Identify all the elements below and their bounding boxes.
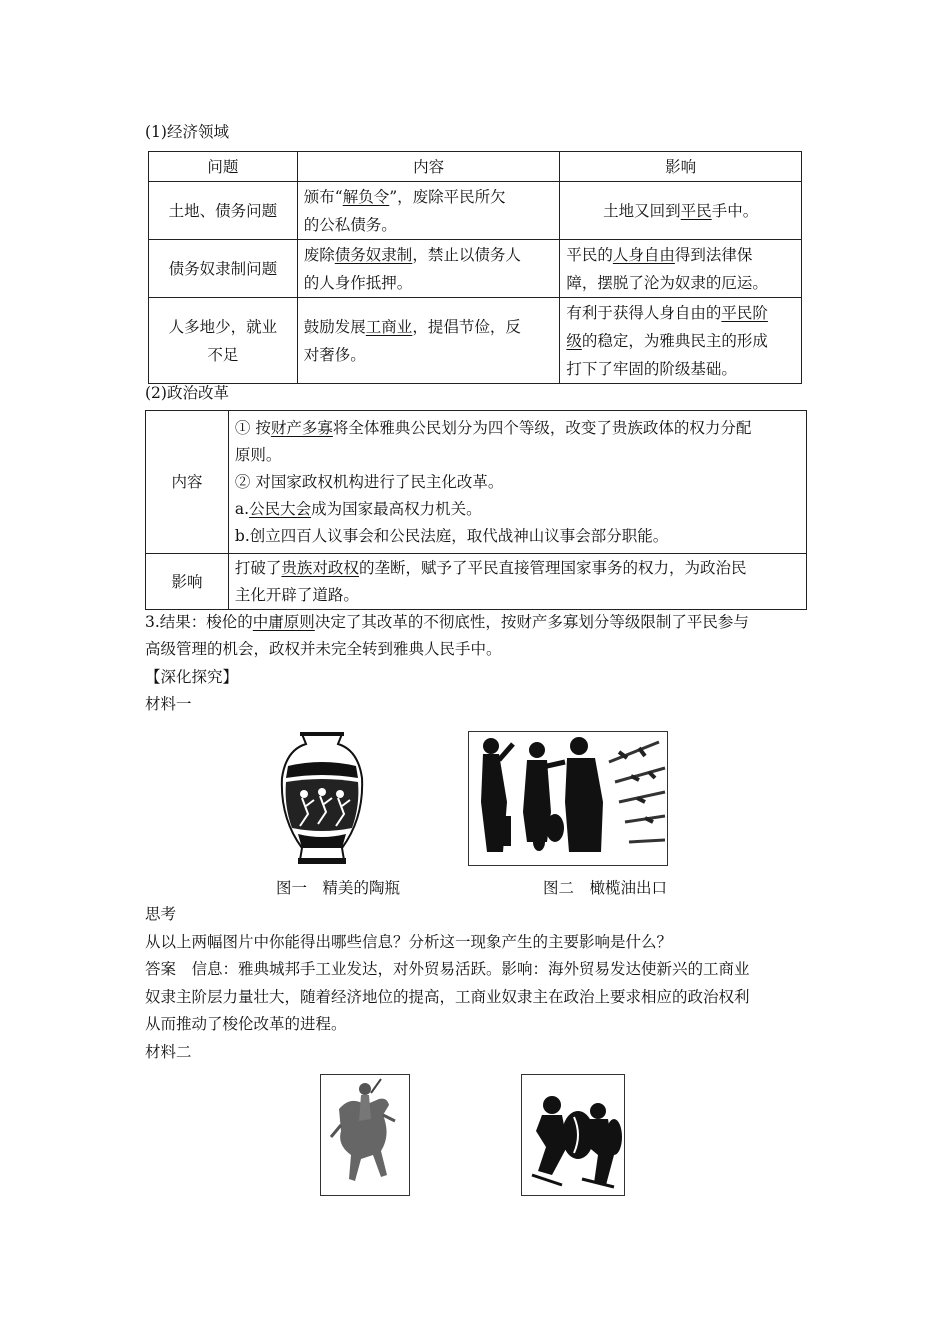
header-content: 内容 [297,152,560,182]
econ-heading: (1)经济领域 [145,123,229,141]
term-property: 财产多寡 [270,418,333,437]
olive-oil-image [468,731,668,866]
material-1-label: 材料一 [145,695,192,713]
politics-heading: (2)政治改革 [145,384,229,402]
term-commoner-class: 平民阶 [721,303,768,322]
figure-2-caption: 图二 橄榄油出口 [543,879,668,897]
politics-table [145,410,807,610]
answer-line-2: 奴隶主阶层力量壮大，随着经济地位的提高，工商业奴隶主在政治上要求相应的政治权利 [145,988,750,1006]
row2-impact: 平民的人身自由得到法律保 障，摆脱了沦为奴隶的厄运。 [560,240,802,298]
row3-problem: 人多地少，就业 不足 [149,298,298,384]
politics-effect: 打破了贵族对政权的垄断，赋予了平民直接管理国家事务的权力，为政治民 主化开辟了道路。 [228,554,806,610]
term-industry-commerce: 工商业 [365,317,413,336]
row1-content: 颁布“解负令”，废除平民所欠 的公私债务。 [297,182,560,240]
row2-content: 废除债务奴隶制，禁止以债务人 的人身作抵押。 [297,240,560,298]
term-pingmin: 平民 [680,201,712,220]
row3-content: 鼓励发展工商业，提倡节俭，反 对奢侈。 [297,298,560,384]
material-2-label: 材料二 [145,1043,192,1061]
amphora-image [278,728,366,868]
warriors-image [521,1074,625,1196]
term-moderation: 中庸原则 [252,613,315,631]
term-assembly: 公民大会 [249,499,312,518]
politics-content: ① 按财产多寡将全体雅典公民划分为四个等级，改变了贵族政体的权力分配 原则。 ② 对国家政权机构进行了民主化改革。 a.公民大会成为国家最高权力机关。 b.创立四百人议事会和公民法庭，取代战神山议事会部分职能。 [228,411,806,554]
term-aristocracy: 贵族对政权 [281,558,359,577]
row1-problem: 土地、债务问题 [149,182,298,240]
term-jiefuling: 解负令 [342,187,390,206]
answer-line-3: 从而推动了梭伦改革的进程。 [145,1015,347,1033]
econ-table [148,151,802,384]
term-personal-freedom: 人身自由 [612,245,675,264]
row1-impact: 土地又回到平民手中。 [560,182,802,240]
figure-1-caption: 图一 精美的陶瓶 [276,879,401,897]
politics-effect-label: 影响 [146,554,229,610]
horseman-image [320,1074,410,1196]
answer-line-1: 答案 信息：雅典城邦手工业发达，对外贸易活跃。影响：海外贸易发达使新兴的工商业 [145,960,750,978]
header-impact: 影响 [560,152,802,182]
explore-heading: 【深化探究】 [145,668,239,686]
result-line-1: 3.结果：梭伦的中庸原则决定了其改革的不彻底性，按财产多寡划分等级限制了平民参与 [145,613,749,631]
row2-problem: 债务奴隶制问题 [149,240,298,298]
header-problem: 问题 [149,152,298,182]
result-line-2: 高级管理的机会，政权并未完全转到雅典人民手中。 [145,640,502,658]
term-debt-slavery: 债务奴隶制 [334,245,413,264]
question-text: 从以上两幅图片中你能得出哪些信息？分析这一现象产生的主要影响是什么？ [145,933,673,951]
think-label: 思考 [145,905,177,923]
politics-content-label: 内容 [146,411,229,554]
row3-impact: 有利于获得人身自由的平民阶 级的稳定，为雅典民主的形成 打下了牢固的阶级基础。 [560,298,802,384]
